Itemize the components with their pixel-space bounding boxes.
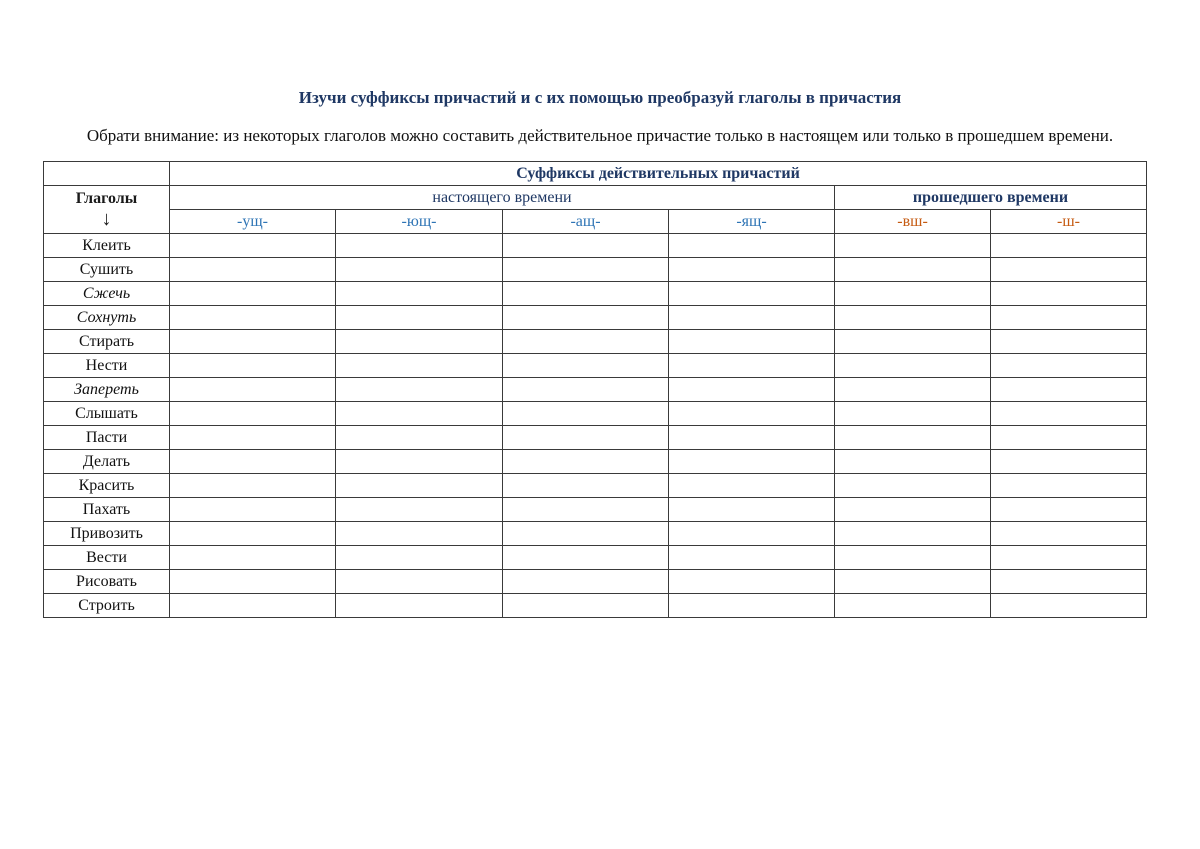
worksheet-note: Обрати внимание: из некоторых глаголов можно составить действительное причастие только в настоящем или только в прошедшем времени. [86, 126, 1114, 145]
suffix-ashch: -ащ- [503, 210, 669, 234]
verb-cell: Сжечь [44, 282, 170, 306]
table-row [44, 378, 1147, 402]
answer-cell[interactable] [991, 570, 1147, 594]
table-row [44, 354, 1147, 378]
answer-cell[interactable] [669, 426, 835, 450]
answer-cell[interactable] [503, 330, 669, 354]
suffix-yashch: -ящ- [669, 210, 835, 234]
answer-cell[interactable] [991, 258, 1147, 282]
answer-cell[interactable] [669, 378, 835, 402]
answer-cell[interactable] [835, 258, 991, 282]
answer-cell[interactable] [170, 282, 336, 306]
answer-cell[interactable] [835, 402, 991, 426]
answer-cell[interactable] [669, 570, 835, 594]
answer-cell[interactable] [503, 378, 669, 402]
answer-cell[interactable] [991, 354, 1147, 378]
answer-cell[interactable] [669, 474, 835, 498]
answer-cell[interactable] [336, 594, 503, 618]
answer-cell[interactable] [336, 474, 503, 498]
answer-cell[interactable] [991, 474, 1147, 498]
answer-cell[interactable] [503, 570, 669, 594]
answer-cell[interactable] [170, 306, 336, 330]
verbs-header: Глаголы [75, 189, 138, 207]
empty-corner-cell [44, 162, 170, 186]
answer-cell[interactable] [669, 258, 835, 282]
answer-cell[interactable] [336, 546, 503, 570]
answer-cell[interactable] [170, 354, 336, 378]
table-row [44, 306, 1147, 330]
present-tense-header: настоящего времени [170, 186, 835, 210]
answer-cell[interactable] [336, 402, 503, 426]
answer-cell[interactable] [336, 378, 503, 402]
verb-cell: Клеить [44, 234, 170, 258]
table-row [44, 426, 1147, 450]
table-header-row-2 [44, 186, 1147, 210]
answer-cell[interactable] [170, 234, 336, 258]
verb-cell: Сушить [44, 258, 170, 282]
verbs-header-cell [44, 186, 170, 234]
answer-cell[interactable] [991, 426, 1147, 450]
answer-cell[interactable] [991, 282, 1147, 306]
answer-cell[interactable] [669, 330, 835, 354]
answer-cell[interactable] [503, 450, 669, 474]
suffix-yushch: -ющ- [336, 210, 503, 234]
answer-cell[interactable] [835, 234, 991, 258]
answer-cell[interactable] [991, 450, 1147, 474]
table-header-row-1 [44, 162, 1147, 186]
suffix-ushch: -ущ- [170, 210, 336, 234]
table-row [44, 282, 1147, 306]
answer-cell[interactable] [991, 330, 1147, 354]
table-row [44, 402, 1147, 426]
verb-cell: Рисовать [44, 570, 170, 594]
answer-cell[interactable] [170, 330, 336, 354]
answer-cell[interactable] [835, 522, 991, 546]
answer-cell[interactable] [336, 354, 503, 378]
answer-cell[interactable] [991, 546, 1147, 570]
answer-cell[interactable] [835, 594, 991, 618]
answer-cell[interactable] [336, 330, 503, 354]
answer-cell[interactable] [336, 522, 503, 546]
answer-cell[interactable] [503, 546, 669, 570]
answer-cell[interactable] [835, 330, 991, 354]
verb-cell: Слышать [44, 402, 170, 426]
answer-cell[interactable] [835, 450, 991, 474]
verb-cell: Сохнуть [44, 306, 170, 330]
answer-cell[interactable] [669, 594, 835, 618]
answer-cell[interactable] [503, 354, 669, 378]
answer-cell[interactable] [336, 498, 503, 522]
table-row [44, 546, 1147, 570]
table-row [44, 498, 1147, 522]
answer-cell[interactable] [503, 474, 669, 498]
answer-cell[interactable] [991, 378, 1147, 402]
answer-cell[interactable] [669, 450, 835, 474]
answer-cell[interactable] [503, 282, 669, 306]
answer-cell[interactable] [170, 546, 336, 570]
verb-cell: Пасти [44, 426, 170, 450]
answer-cell[interactable] [170, 474, 336, 498]
answer-cell[interactable] [991, 522, 1147, 546]
verb-cell: Привозить [44, 522, 170, 546]
table-row [44, 522, 1147, 546]
answer-cell[interactable] [503, 498, 669, 522]
answer-cell[interactable] [170, 498, 336, 522]
answer-cell[interactable] [336, 450, 503, 474]
answer-cell[interactable] [170, 450, 336, 474]
table-row [44, 330, 1147, 354]
answer-cell[interactable] [835, 306, 991, 330]
answer-cell[interactable] [503, 426, 669, 450]
table-row [44, 450, 1147, 474]
table-row [44, 570, 1147, 594]
answer-cell[interactable] [835, 426, 991, 450]
answer-cell[interactable] [336, 306, 503, 330]
answer-cell[interactable] [503, 594, 669, 618]
answer-cell[interactable] [835, 546, 991, 570]
answer-cell[interactable] [991, 594, 1147, 618]
answer-cell[interactable] [669, 234, 835, 258]
answer-cell[interactable] [336, 234, 503, 258]
answer-cell[interactable] [503, 234, 669, 258]
answer-cell[interactable] [170, 378, 336, 402]
answer-cell[interactable] [669, 306, 835, 330]
answer-cell[interactable] [991, 498, 1147, 522]
worksheet-title: Изучи суффиксы причастий и с их помощью преобразуй глаголы в причастия [298, 88, 902, 107]
answer-cell[interactable] [991, 234, 1147, 258]
answer-cell[interactable] [669, 402, 835, 426]
answer-cell[interactable] [835, 354, 991, 378]
answer-cell[interactable] [835, 474, 991, 498]
table-row [44, 474, 1147, 498]
answer-cell[interactable] [835, 378, 991, 402]
answer-cell[interactable] [503, 306, 669, 330]
table-row [44, 258, 1147, 282]
answer-cell[interactable] [503, 522, 669, 546]
verb-cell: Делать [44, 450, 170, 474]
suffix-table [43, 161, 1147, 618]
verb-cell: Стирать [44, 330, 170, 354]
answer-cell[interactable] [336, 570, 503, 594]
verb-cell: Пахать [44, 498, 170, 522]
answer-cell[interactable] [170, 258, 336, 282]
answer-cell[interactable] [336, 258, 503, 282]
answer-cell[interactable] [991, 306, 1147, 330]
answer-cell[interactable] [991, 402, 1147, 426]
table-row [44, 594, 1147, 618]
answer-cell[interactable] [170, 570, 336, 594]
answer-cell[interactable] [336, 282, 503, 306]
down-arrow-icon: ↓ [101, 207, 112, 230]
answer-cell[interactable] [336, 426, 503, 450]
table-row [44, 234, 1147, 258]
answer-cell[interactable] [835, 570, 991, 594]
verb-cell: Запереть [44, 378, 170, 402]
past-tense-header: прошедшего времени [835, 186, 1147, 210]
answer-cell[interactable] [669, 522, 835, 546]
verb-cell: Красить [44, 474, 170, 498]
answer-cell[interactable] [669, 546, 835, 570]
answer-cell[interactable] [170, 594, 336, 618]
answer-cell[interactable] [669, 354, 835, 378]
verb-cell: Нести [44, 354, 170, 378]
answer-cell[interactable] [170, 402, 336, 426]
answer-cell[interactable] [835, 282, 991, 306]
answer-cell[interactable] [503, 402, 669, 426]
suffix-vsh: -вш- [835, 210, 991, 234]
answer-cell[interactable] [170, 426, 336, 450]
suffix-sh: -ш- [991, 210, 1147, 234]
verb-cell: Вести [44, 546, 170, 570]
verb-cell: Строить [44, 594, 170, 618]
answer-cell[interactable] [669, 498, 835, 522]
answer-cell[interactable] [170, 522, 336, 546]
main-header: Суффиксы действительных причастий [170, 162, 1147, 186]
answer-cell[interactable] [669, 282, 835, 306]
suffix-row [44, 210, 1147, 234]
answer-cell[interactable] [503, 258, 669, 282]
answer-cell[interactable] [835, 498, 991, 522]
